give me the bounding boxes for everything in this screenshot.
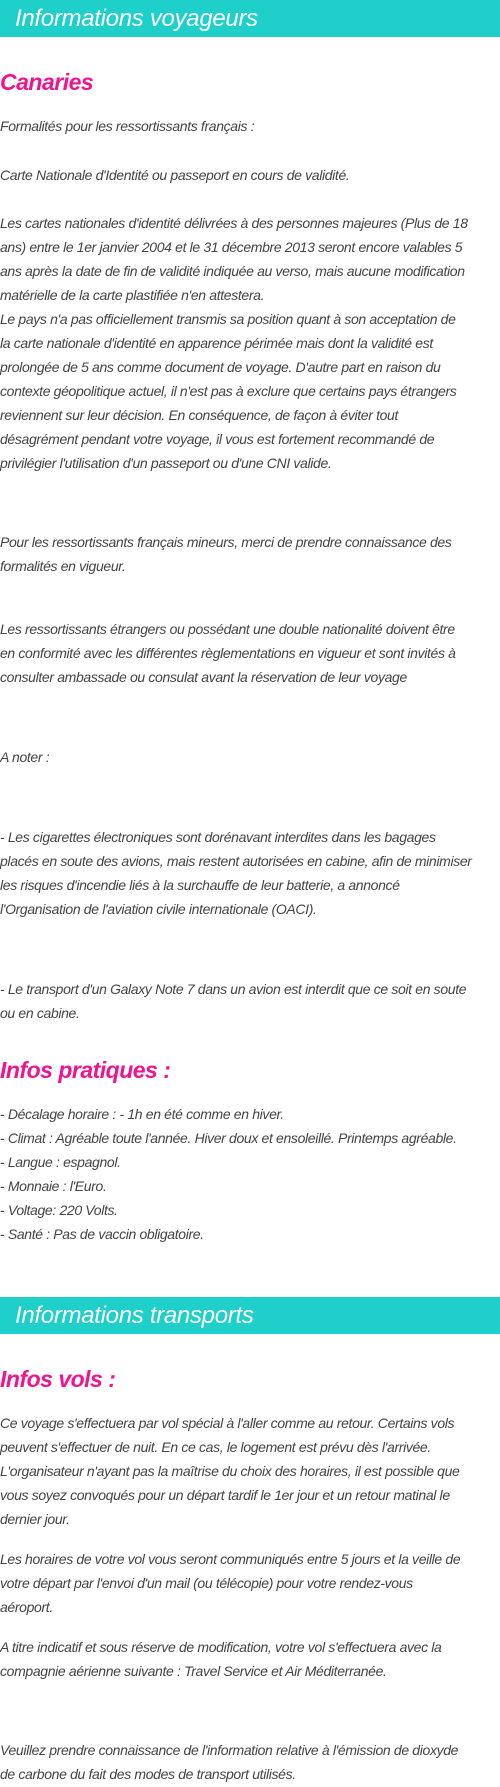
text-line: Les cartes nationales d'identité délivrées à des personnes majeures (Plus de 18 <box>0 215 468 231</box>
text-line: Les horaires de votre vol vous seront communiqués entre 5 jours et la veille de <box>0 1551 461 1567</box>
text-line: privilégier l'utilisation d'un passeport ou d'une CNI valide. <box>0 455 332 471</box>
text-line: - Décalage horaire : - 1h en été comme en hiver. <box>0 1106 284 1122</box>
text-line: dernier jour. <box>0 1511 70 1527</box>
text-line: reviennent sur leur décision. En conséquence, de façon à éviter tout <box>0 407 399 423</box>
text-line: votre départ par l'envoi d'un mail (ou télécopie) pour votre rendez-vous <box>0 1575 413 1591</box>
text-line: ou en cabine. <box>0 1005 80 1021</box>
text-line: de carbone du fait des modes de transport utilisés. <box>0 1766 296 1782</box>
text-line: Carte Nationale d'Identité ou passeport en cours de validité. <box>0 167 350 183</box>
text-line: Le pays n'a pas officiellement transmis sa position quant à son acceptation de <box>0 311 456 327</box>
text-line: - Les cigarettes électroniques sont dorénavant interdites dans les bagages <box>0 829 436 845</box>
text-line: - Santé : Pas de vaccin obligatoire. <box>0 1226 204 1242</box>
text-line: prolongée de 5 ans comme document de voyage. D'autre part en raison du <box>0 359 441 375</box>
text-line: L'organisateur n'ayant pas la maîtrise du choix des horaires, il est possible que <box>0 1463 460 1479</box>
section-title: Informations voyageurs <box>15 5 258 32</box>
text-line: consulter ambassade ou consulat avant la réservation de leur voyage <box>0 669 407 685</box>
text-line: vous soyez convoqués pour un départ tardif le 1er jour et un retour matinal le <box>0 1487 450 1503</box>
text-line: peuvent s'effectuer de nuit. En ce cas, le logement est prévu dès l'arrivée. <box>0 1439 431 1455</box>
heading-infos-pratiques: Infos pratiques : <box>0 1057 171 1083</box>
text-line: - Le transport d'un Galaxy Note 7 dans un avion est interdit que ce soit en soute <box>0 981 467 997</box>
text-line: A noter : <box>0 749 50 765</box>
text-line: - Climat : Agréable toute l'année. Hiver doux et ensoleillé. Printemps agréable. <box>0 1130 457 1146</box>
text-line: Veuillez prendre connaissance de l'information relative à l'émission de dioxyde <box>0 1742 459 1758</box>
section-title: Informations transports <box>15 1302 254 1329</box>
heading-infos-vols: Infos vols : <box>0 1366 116 1392</box>
text-line: l'Organisation de l'aviation civile internationale (OACI). <box>0 901 317 917</box>
text-line: aéroport. <box>0 1599 53 1615</box>
section-banner-transports <box>0 1297 500 1334</box>
text-line: ans) entre le 1er janvier 2004 et le 31 décembre 2013 seront encore valables 5 <box>0 239 463 255</box>
text-line: Formalités pour les ressortissants français : <box>0 118 255 134</box>
text-line: ans après la date de fin de validité indiquée au verso, mais aucune modification <box>0 263 465 279</box>
text-line: - Monnaie : l'Euro. <box>0 1178 107 1194</box>
text-line: placés en soute des avions, mais restent autorisées en cabine, afin de minimiser <box>0 853 472 869</box>
heading-canaries: Canaries <box>0 69 94 95</box>
text-line: Pour les ressortissants français mineurs, merci de prendre connaissance des <box>0 534 452 550</box>
text-line: Les ressortissants étrangers ou possédant une double nationalité doivent être <box>0 621 455 637</box>
section-banner-voyageurs <box>0 0 500 37</box>
text-line: A titre indicatif et sous réserve de modification, votre vol s'effectuera avec la <box>0 1639 442 1655</box>
text-line: - Voltage: 220 Volts. <box>0 1202 118 1218</box>
text-line: la carte nationale d'identité en apparence périmée mais dont la validité est <box>0 335 433 351</box>
text-line: contexte géopolitique actuel, il n'est pas à exclure que certains pays étrangers <box>0 383 457 399</box>
text-line: les risques d'incendie liés à la surchauffe de leur batterie, a annoncé <box>0 877 400 893</box>
text-line: formalités en vigueur. <box>0 558 126 574</box>
text-line: matérielle de la carte plastifiée n'en attestera. <box>0 287 265 303</box>
text-line: - Langue : espagnol. <box>0 1154 121 1170</box>
text-line: compagnie aérienne suivante : Travel Service et Air Méditerranée. <box>0 1663 387 1679</box>
text-line: désagrément pendant votre voyage, il vous est fortement recommandé de <box>0 431 435 447</box>
text-line: Ce voyage s'effectuera par vol spécial à l'aller comme au retour. Certains vols <box>0 1415 455 1431</box>
text-line: en conformité avec les différentes règlementations en vigueur et sont invités à <box>0 645 456 661</box>
